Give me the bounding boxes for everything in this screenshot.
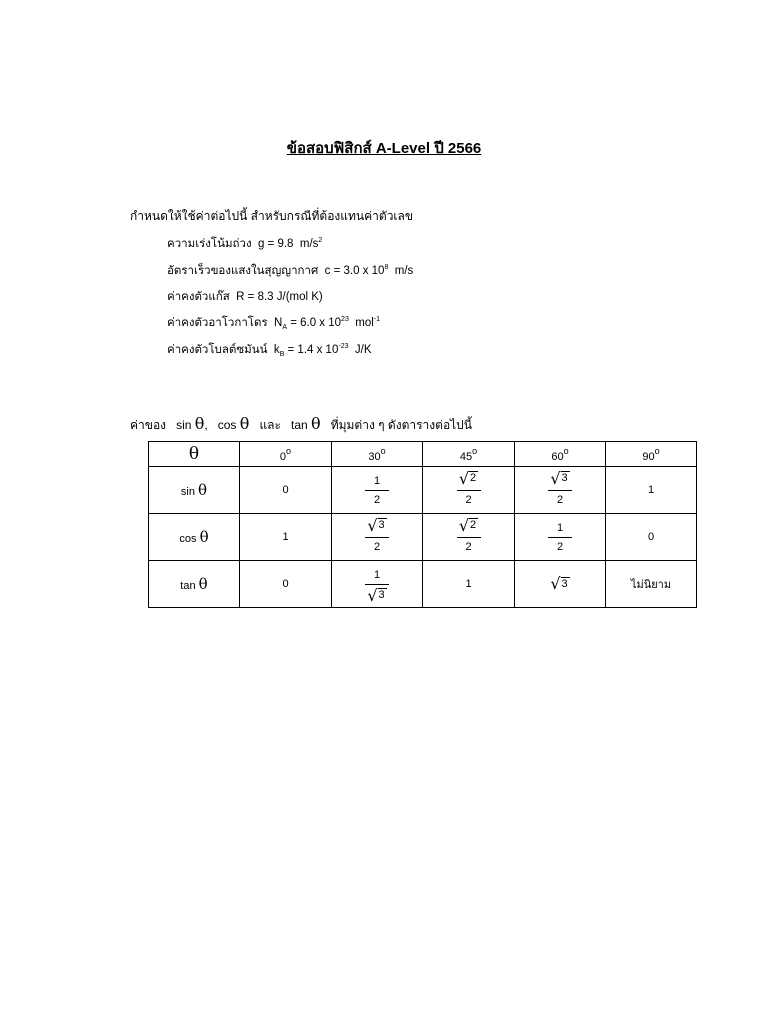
fraction: √ 3 2 <box>548 471 572 510</box>
constant-unit: m/s <box>394 265 414 277</box>
constant-value: = 6.0 x 10 <box>290 317 342 329</box>
cos-45 <box>423 514 515 561</box>
tan-60 <box>515 561 606 608</box>
fraction: √ 2 2 <box>457 471 481 510</box>
theta-symbol: θ <box>194 414 205 433</box>
trig-intro-sin: sin <box>176 418 192 432</box>
constant-exponent: -23 <box>338 343 349 350</box>
theta-symbol: θ <box>198 575 208 593</box>
sqrt-expression: √ 2 <box>458 468 477 488</box>
sqrt-symbol: √ <box>458 468 470 488</box>
constant-unit: J/K <box>354 344 372 356</box>
row-label-cos: cos θ <box>149 514 240 561</box>
sin-30 <box>332 467 423 514</box>
constant-gas <box>167 288 323 306</box>
constant-subscript: A <box>282 324 287 331</box>
cos-30 <box>332 514 423 561</box>
constant-value: c = 3.0 x 10 <box>324 265 385 277</box>
sqrt-expression: √ 3 <box>550 574 568 593</box>
sqrt-symbol: √ <box>367 585 378 605</box>
constant-value: = 1.4 x 10 <box>287 344 339 356</box>
cos-0: 1 <box>240 514 332 561</box>
theta-symbol: θ <box>199 528 209 546</box>
trig-intro-and: และ <box>259 418 281 432</box>
header-angle-30: 30$^o$ <box>332 442 423 467</box>
row-label-tan: tan θ <box>149 561 240 608</box>
sqrt-symbol: √ <box>458 515 470 535</box>
tan-45: 1 <box>423 561 515 608</box>
constant-symbol: k <box>273 344 280 356</box>
sqrt-expression: √ 2 <box>458 515 477 535</box>
theta-symbol: θ <box>188 444 200 464</box>
header-angle-0: 0$^o$ <box>240 442 332 467</box>
sin-90: 1 <box>606 467 697 514</box>
table-header-row <box>149 442 697 467</box>
intro-text: กำหนดให้ใช้ค่าต่อไปนี้ สำหรับกรณีที่ต้องแทนค่าตัวเลข <box>130 209 414 223</box>
cos-90: 0 <box>606 514 697 561</box>
constant-label: ความเร่งโน้มถ่วง <box>167 238 252 250</box>
degree-mark: o <box>472 445 478 456</box>
tan-0: 0 <box>240 561 332 608</box>
sqrt-expression: √ 3 <box>367 585 385 605</box>
constant-exponent: 8 <box>384 264 389 271</box>
trig-intro-comma: , <box>204 418 208 432</box>
constant-unit-exponent: -1 <box>373 316 380 323</box>
sin-60 <box>515 467 606 514</box>
fraction: 1 √ 3 <box>365 565 389 604</box>
sin-45 <box>423 467 515 514</box>
trig-intro-cos: cos <box>217 418 237 432</box>
constant-label: ค่าคงตัวอาโวกาโดร <box>167 317 268 329</box>
trig-intro-suffix: ที่มุมต่าง ๆ ดังตารางต่อไปนี้ <box>330 418 473 432</box>
constant-label: อัตราเร็วของแสงในสุญญากาศ <box>167 265 319 277</box>
degree-mark: o <box>380 445 386 456</box>
constant-label: ค่าคงตัวโบลต์ซมันน์ <box>167 344 268 356</box>
header-angle-90: 90$^o$ <box>606 442 697 467</box>
sqrt-symbol: √ <box>550 574 561 593</box>
table-row-sin <box>149 467 697 514</box>
sin-0: 0 <box>240 467 332 514</box>
trig-table <box>148 441 697 608</box>
cos-60 <box>515 514 606 561</box>
constant-symbol: N <box>274 317 283 329</box>
trig-intro-prefix: ค่าของ <box>130 418 167 432</box>
fraction: √ 3 2 <box>365 518 389 557</box>
sqrt-symbol: √ <box>367 515 378 535</box>
constant-light-speed <box>167 262 413 280</box>
table-row-cos <box>149 514 697 561</box>
constant-boltzmann <box>167 341 372 359</box>
tan-30 <box>332 561 423 608</box>
constant-gravity <box>167 235 322 253</box>
constant-avogadro <box>167 314 380 332</box>
table-row-tan <box>149 561 697 608</box>
constant-unit-exponent: 2 <box>318 237 323 244</box>
tan-90: ไม่นิยาม <box>606 561 697 608</box>
degree-mark: o <box>286 445 292 456</box>
theta-symbol: θ <box>198 481 208 499</box>
fraction: $\frac{1}{2}$ <box>365 471 389 510</box>
theta-symbol: θ <box>311 414 321 433</box>
theta-symbol: θ <box>239 414 250 433</box>
header-angle-60: 60$^o$ <box>515 442 606 467</box>
row-label-sin: sin θ <box>149 467 240 514</box>
constant-exponent: 23 <box>341 316 349 323</box>
constant-value: g = 9.8 <box>257 238 294 250</box>
page-title: ข้อสอบฟิสิกส์ A-Level ปี 2566 <box>286 140 482 157</box>
constant-unit: mol <box>355 317 374 329</box>
trig-intro-tan: tan <box>291 418 308 432</box>
degree-mark: o <box>654 445 660 456</box>
sqrt-symbol: √ <box>550 468 561 488</box>
trig-intro <box>130 414 472 435</box>
constant-subscript: B <box>279 351 285 358</box>
sqrt-expression: √ 3 <box>550 468 568 488</box>
constant-unit: m/s <box>299 238 319 250</box>
header-angle-45: 45$^o$ <box>423 442 515 467</box>
degree-mark: o <box>563 445 569 456</box>
fraction: √ 2 2 <box>457 518 481 557</box>
constant-label: ค่าคงตัวแก๊ส <box>167 291 230 303</box>
sqrt-expression: √ 3 <box>367 515 385 535</box>
fraction: $\frac{1}{2}$ <box>548 518 572 557</box>
constant-value: R = 8.3 J/(mol K) <box>236 291 323 303</box>
header-theta <box>149 442 240 467</box>
